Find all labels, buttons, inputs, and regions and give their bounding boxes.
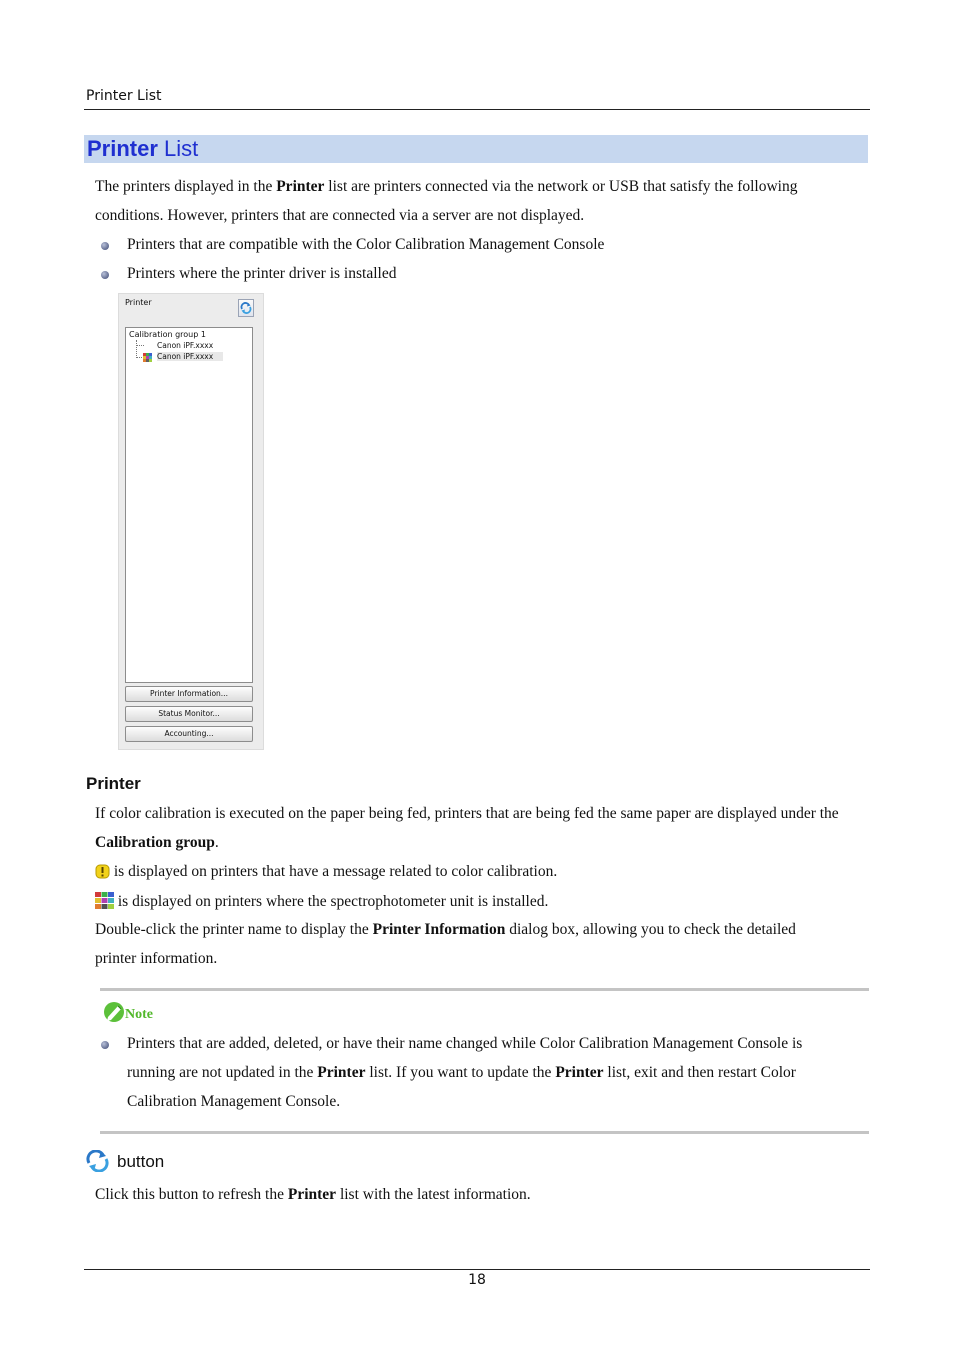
tree-line bbox=[136, 357, 142, 358]
bullet-icon bbox=[101, 271, 109, 279]
button-section-text: Click this button to refresh the Printer list with the latest information. bbox=[95, 1186, 531, 1203]
refresh-button[interactable] bbox=[238, 299, 254, 317]
refresh-icon bbox=[240, 302, 252, 314]
page-number: 18 bbox=[468, 1272, 486, 1288]
condition-item: Printers that are compatible with the Color Calibration Management Console bbox=[127, 236, 605, 253]
printer-para-line: Calibration group. bbox=[95, 834, 219, 851]
footer-rule bbox=[84, 1269, 870, 1270]
spectrophotometer-icon bbox=[143, 353, 152, 362]
accounting-button[interactable]: Accounting... bbox=[125, 726, 253, 742]
note-label: Note bbox=[103, 1001, 153, 1023]
note-pencil-icon bbox=[103, 1001, 127, 1023]
printer-information-button[interactable]: Printer Information... bbox=[125, 686, 253, 702]
note-line: Calibration Management Console. bbox=[127, 1093, 341, 1110]
note-top-rule bbox=[100, 988, 869, 991]
tree-printer-item[interactable]: Canon iPF.xxxx bbox=[157, 341, 214, 350]
printer-list-panel bbox=[118, 293, 264, 750]
printer-para-line: Double-click the printer name to display the Printer Information dialog box, allowing you to check the detailed bbox=[95, 921, 796, 938]
tree-group[interactable]: Calibration group 1 bbox=[129, 330, 206, 339]
printer-para-line: printer information. bbox=[95, 950, 218, 967]
refresh-icon bbox=[86, 1150, 109, 1172]
note-line: Printers that are added, deleted, or have their name changed while Color Calibration Management Console is bbox=[127, 1035, 803, 1052]
section-title-bar bbox=[84, 135, 868, 163]
printer-heading: Printer bbox=[86, 774, 141, 793]
message-icon-line: is displayed on printers that have a message related to color calibration. bbox=[95, 857, 870, 886]
printer-para-line: If color calibration is executed on the paper being fed, printers that are being fed the same paper are displayed under the bbox=[95, 805, 839, 822]
button-section-heading: button bbox=[86, 1150, 164, 1172]
condition-item: Printers where the printer driver is installed bbox=[127, 265, 397, 282]
spectrophotometer-icon bbox=[95, 892, 114, 909]
page-title: Printer List bbox=[87, 136, 199, 161]
spectrophotometer-icon-line: is displayed on printers where the spectrophotometer unit is installed. bbox=[95, 887, 870, 916]
status-monitor-button[interactable]: Status Monitor... bbox=[125, 706, 253, 722]
intro-line-1: The printers displayed in the Printer list are printers connected via the network or USB that satisfy the following bbox=[95, 178, 798, 195]
bullet-icon bbox=[101, 1041, 109, 1049]
bullet-icon bbox=[101, 242, 109, 250]
tree-line bbox=[136, 345, 144, 346]
tree-printer-item[interactable]: Canon iPF.xxxx bbox=[157, 352, 223, 361]
panel-label: Printer bbox=[125, 298, 152, 307]
header-rule bbox=[84, 109, 870, 110]
message-warning-icon bbox=[95, 864, 110, 879]
note-bottom-rule bbox=[100, 1131, 869, 1134]
tree-line bbox=[136, 340, 137, 358]
running-header: Printer List bbox=[86, 88, 162, 104]
printer-tree[interactable] bbox=[125, 327, 253, 683]
note-line: running are not updated in the Printer list. If you want to update the Printer list, exit and then restart Color bbox=[127, 1064, 796, 1081]
intro-line-2: conditions. However, printers that are connected via a server are not displayed. bbox=[95, 207, 585, 224]
